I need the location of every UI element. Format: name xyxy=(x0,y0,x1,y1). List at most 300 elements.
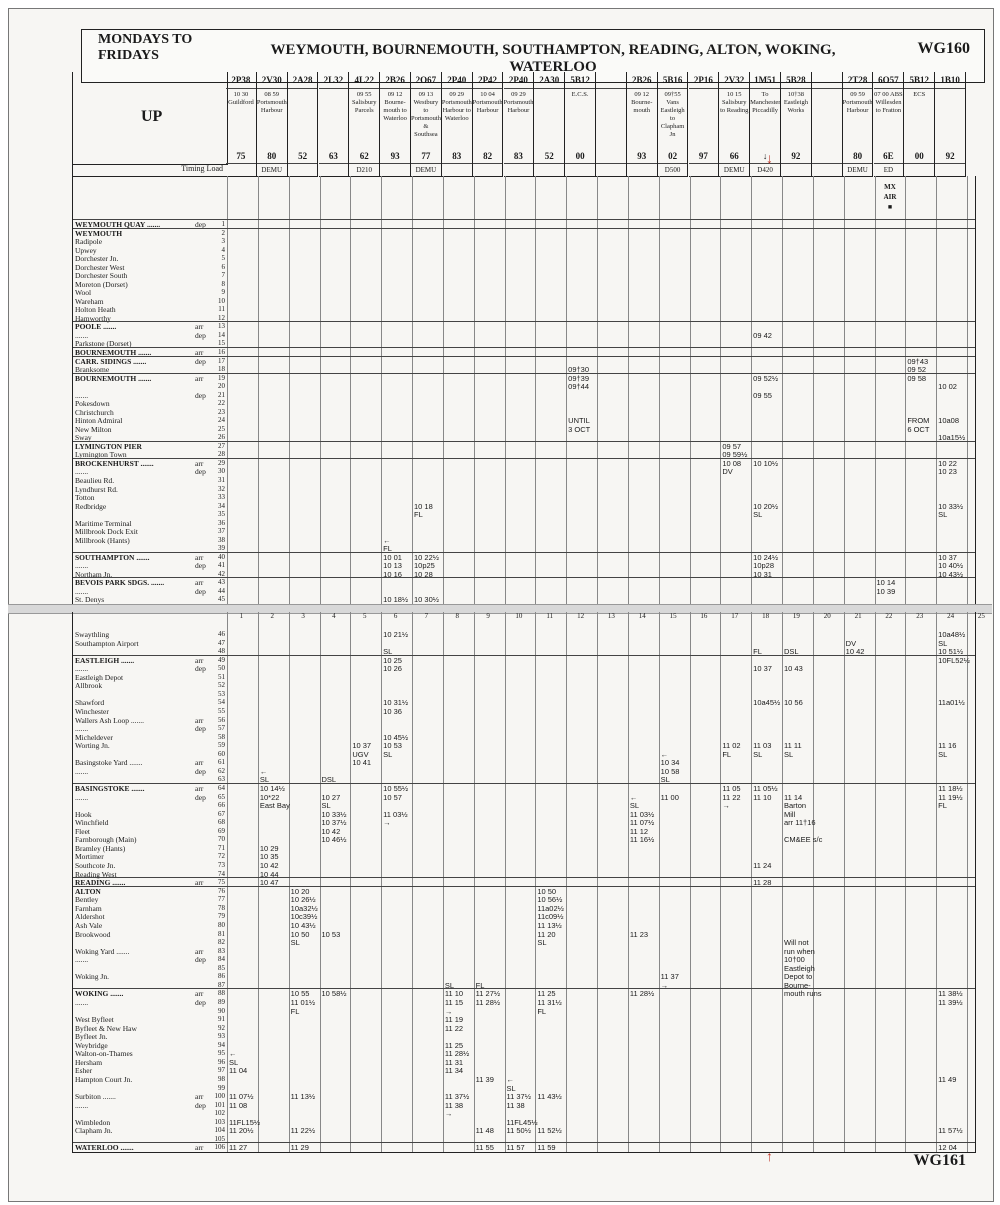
station-name: ....... xyxy=(75,1100,89,1110)
timing-cell: 09 57 xyxy=(722,441,742,451)
column-code: 2B26 xyxy=(627,72,657,89)
timing-cell: 10 20 xyxy=(290,886,310,896)
row-number: 78 xyxy=(218,903,225,912)
timing-cell: 11 22½ xyxy=(290,1126,316,1136)
column-load xyxy=(534,164,564,176)
timing-cell: 11 01½ xyxy=(290,997,316,1007)
timing-cell: SL xyxy=(383,647,393,657)
timing-cell: 11 57½ xyxy=(938,1126,963,1136)
column-num: 92 xyxy=(935,149,965,164)
timing-cell: 10 16 xyxy=(383,569,402,579)
station-name: ....... xyxy=(75,724,89,734)
timing-cell: 10 33½ xyxy=(938,501,964,511)
timing-cell: 10 55 xyxy=(290,989,310,999)
timing-cell: 10 08 xyxy=(722,458,742,468)
timing-cell: SL xyxy=(506,1083,516,1093)
timing-cell: → xyxy=(722,801,730,811)
row-number: 59 xyxy=(218,741,225,750)
station-name: BASINGSTOKE ....... xyxy=(75,784,145,794)
train-column-header xyxy=(658,72,689,177)
timing-cell: SL xyxy=(938,638,948,648)
station-name: Parkstone (Dorset) xyxy=(75,339,132,349)
timing-cell: 10 26 xyxy=(383,664,402,674)
timing-cell: 10 43½ xyxy=(938,569,964,579)
column-divider xyxy=(905,176,906,604)
timing-cell: 11 25 xyxy=(537,989,556,999)
timing-cell: 11 08 xyxy=(229,1100,248,1110)
column-desc: ECS xyxy=(913,91,926,98)
row-number: 46 xyxy=(218,630,225,638)
row-number: 24 xyxy=(218,416,225,425)
timing-cell: → xyxy=(444,1109,453,1119)
column-number: 13 xyxy=(607,612,615,620)
timing-cell: FL xyxy=(537,1006,547,1016)
station-name: Sway xyxy=(75,433,92,443)
timing-cell: 11 22 xyxy=(444,1023,464,1033)
row-number: 18 xyxy=(218,365,225,374)
station-name: LYMINGTON PIER xyxy=(75,441,142,451)
row-number: 104 xyxy=(214,1126,225,1135)
column-load: DEMU xyxy=(847,166,868,174)
timing-cell: 11FL45½ xyxy=(506,1117,538,1127)
row-number: 67 xyxy=(218,809,225,818)
arr-dep-marker: dep xyxy=(195,356,206,366)
timing-cell: 11 43½ xyxy=(537,1092,562,1102)
timing-cell: 10 57 xyxy=(383,792,402,802)
station-name: Hinton Admiral xyxy=(75,416,123,426)
column-num: 75 xyxy=(226,149,256,164)
row-number: 23 xyxy=(218,407,225,416)
column-numbers xyxy=(226,612,985,624)
row-number: 8 xyxy=(221,279,225,288)
timing-cell: 10c39½ xyxy=(290,912,318,922)
train-columns-header xyxy=(226,72,966,176)
row-number: 100 xyxy=(214,1092,225,1101)
column-num: 80 xyxy=(257,149,287,164)
timing-cell: 11 37½ xyxy=(506,1092,531,1102)
column-divider xyxy=(320,176,321,604)
row-number: 28 xyxy=(218,450,225,459)
column-num: 6E xyxy=(874,149,904,164)
timing-cell: mouth runs xyxy=(784,989,822,999)
timing-cell: 10 18½ xyxy=(383,595,409,605)
station-name: Wareham xyxy=(75,296,104,306)
row-separator xyxy=(73,783,975,784)
timing-cell: 10 37½ xyxy=(321,818,347,828)
row-number: 16 xyxy=(218,348,225,356)
timing-cell: 10 42 xyxy=(845,647,865,657)
timing-cell: 11 03 xyxy=(753,741,772,751)
column-code: 5B12 xyxy=(904,72,934,89)
row-number: 68 xyxy=(218,818,225,827)
column-load xyxy=(442,164,472,176)
station-name: St. Denys xyxy=(75,595,105,605)
column-divider xyxy=(381,176,382,604)
column-divider xyxy=(474,176,475,604)
station-name: Southampton Airport xyxy=(75,638,139,648)
station-name: Swaythling xyxy=(75,630,110,639)
timing-cell: 10 58 xyxy=(660,766,680,776)
train-column-header xyxy=(904,72,935,177)
column-num: 00 xyxy=(565,149,595,164)
row-number: 50 xyxy=(218,664,225,673)
row-number: 37 xyxy=(218,527,225,536)
timing-cell: Will not xyxy=(784,938,809,948)
row-number: 70 xyxy=(218,835,225,844)
timing-cell: Bourne- xyxy=(784,980,811,990)
column-code: 2T28 xyxy=(843,72,873,89)
timing-cell: 11 52½ xyxy=(537,1126,562,1136)
station-name: Southcote Jn. xyxy=(75,861,116,871)
column-divider xyxy=(936,612,937,1152)
timing-cell: 11 07½ xyxy=(629,818,655,828)
timing-cell: 11 00 xyxy=(660,792,679,802)
timing-cell: 10 14 xyxy=(876,578,896,588)
column-load xyxy=(504,164,534,176)
row-number: 80 xyxy=(218,920,225,929)
timing-cell: DSL xyxy=(321,775,337,785)
timing-cell: 10 53 xyxy=(383,741,402,751)
column-desc: 09 55 Salisbury Parcels xyxy=(351,91,377,114)
timing-cell: 11FL15½ xyxy=(229,1117,261,1127)
timing-cell: 11 16 xyxy=(938,741,957,751)
timing-cell: 11 13½ xyxy=(537,920,562,930)
row-number: 75 xyxy=(218,878,225,887)
timing-cell: 10 30½ xyxy=(414,595,440,605)
station-name: EASTLEIGH ....... xyxy=(75,655,135,665)
station-name: Moreton (Dorset) xyxy=(75,279,128,289)
row-number: 57 xyxy=(218,724,225,733)
station-name: Millbrook Dock Exit xyxy=(75,527,138,537)
column-divider xyxy=(720,612,721,1152)
station-name: BOURNEMOUTH ....... xyxy=(75,373,152,383)
row-number: 29 xyxy=(218,458,225,467)
row-number: 64 xyxy=(218,784,225,793)
station-name: ....... xyxy=(75,330,89,340)
column-divider xyxy=(844,612,845,1152)
timing-cell: 11 20 xyxy=(537,929,556,939)
column-divider xyxy=(505,176,506,604)
row-number: 96 xyxy=(218,1057,225,1066)
station-name: Byfleet & New Haw xyxy=(75,1023,137,1033)
timing-cell: SL xyxy=(784,749,794,759)
column-number: 6 xyxy=(393,612,398,620)
timing-cell: 10p25 xyxy=(414,561,435,571)
column-divider xyxy=(412,612,413,1152)
timing-cell: 11 37 xyxy=(660,972,679,982)
timing-cell: 11 31½ xyxy=(537,997,562,1007)
arr-dep-marker: dep xyxy=(195,664,206,674)
column-divider xyxy=(936,176,937,604)
mx-label: MX xyxy=(884,183,896,191)
row-number: 63 xyxy=(218,775,225,784)
row-number: 17 xyxy=(218,356,225,365)
row-separator xyxy=(73,347,975,348)
column-divider xyxy=(628,612,629,1152)
timing-cell: SL xyxy=(444,980,455,990)
timing-cell: 09†39 xyxy=(568,373,590,383)
station-name: Maritime Terminal xyxy=(75,518,132,528)
column-load: D420 xyxy=(757,166,773,174)
row-number: 94 xyxy=(218,1040,225,1049)
column-load xyxy=(596,164,626,176)
station-name: Hamworthy xyxy=(75,313,111,323)
column-load xyxy=(380,164,410,176)
row-separator xyxy=(73,988,975,989)
timing-cell: SL xyxy=(938,749,948,759)
timing-cell: 11 39½ xyxy=(938,997,963,1007)
timing-cell: 09 42 xyxy=(753,330,772,340)
timing-cell: 10 56½ xyxy=(537,895,563,905)
column-num: 93 xyxy=(627,149,657,164)
column-num: 00 xyxy=(904,149,934,164)
timing-cell: 10 34 xyxy=(660,758,680,768)
station-name: Wool xyxy=(75,288,92,298)
arr-dep-marker: arr xyxy=(195,715,204,725)
timing-cell: 10 37 xyxy=(938,552,957,562)
timing-cell: 11 02 xyxy=(722,741,741,751)
column-code xyxy=(596,72,626,89)
station-name: Dorchester West xyxy=(75,262,125,272)
row-number: 66 xyxy=(218,801,225,810)
arr-dep-marker: arr xyxy=(195,348,204,357)
train-column-header xyxy=(627,72,658,177)
timing-cell: SL xyxy=(660,775,670,785)
column-number: 5 xyxy=(362,612,367,620)
arr-dep-marker: arr xyxy=(195,989,204,999)
route-title: WEYMOUTH, BOURNEMOUTH, SOUTHAMPTON, READING, ALTON, WOKING, WATERLOO xyxy=(270,42,836,75)
row-number: 62 xyxy=(218,766,225,775)
timing-cell: 11 19½ xyxy=(938,792,963,802)
column-number: 1 xyxy=(239,612,244,620)
timing-cell: 11 15 xyxy=(444,997,464,1007)
timing-cell: 11 27 xyxy=(229,1143,248,1153)
row-separator xyxy=(73,577,975,578)
column-code: 2A30 xyxy=(534,72,564,89)
timing-cell: FL xyxy=(290,1006,300,1016)
column-desc: 09†55 Vans Eastleigh to Clapham Jn xyxy=(660,91,685,138)
row-separator xyxy=(73,441,975,442)
column-divider xyxy=(381,612,382,1152)
timing-cell: 11 34 xyxy=(444,1066,464,1076)
train-column-header xyxy=(935,72,966,177)
timing-cell: 11 22 xyxy=(722,792,741,802)
train-column-header xyxy=(565,72,596,177)
station-name: Basingstoke Yard ....... xyxy=(75,758,143,768)
timing-cell: 10p28 xyxy=(753,561,775,571)
row-separator xyxy=(73,552,975,553)
column-divider xyxy=(628,176,629,604)
timing-cell: 10 43½ xyxy=(290,920,316,930)
column-desc xyxy=(812,89,842,149)
column-divider xyxy=(875,612,876,1152)
column-code: 2P42 xyxy=(473,72,503,89)
column-number: 21 xyxy=(854,612,862,620)
station-name: Worting Jn. xyxy=(75,741,110,751)
column-number: 18 xyxy=(762,612,770,620)
column-divider xyxy=(443,176,444,604)
column-divider xyxy=(258,612,259,1152)
row-number: 81 xyxy=(218,929,225,938)
timing-cell: 10 45½ xyxy=(383,732,409,742)
days-label: MONDAYS TO FRIDAYS xyxy=(98,32,193,63)
column-code: 5B12 xyxy=(565,72,595,89)
timing-cell: 11 55 xyxy=(475,1143,494,1153)
row-number: 48 xyxy=(218,647,225,656)
timing-cell: → xyxy=(660,980,669,990)
column-divider xyxy=(751,612,752,1152)
timing-cell: 10 56 xyxy=(784,698,803,708)
station-name: CARR. SIDINGS ....... xyxy=(75,356,147,366)
station-name: Northam Jn. xyxy=(75,569,113,579)
timing-cell: 10 46½ xyxy=(321,835,347,845)
timing-cell: ← xyxy=(259,766,268,776)
timing-cell: → xyxy=(444,1006,453,1016)
row-number: 36 xyxy=(218,518,225,527)
row-number: 88 xyxy=(218,989,225,998)
column-desc: 09 13 Westbury to Portsmouth & Southsea xyxy=(411,91,441,138)
timing-cell: SL xyxy=(629,801,640,811)
timing-cell: 09 52 xyxy=(907,365,927,375)
arr-dep-marker: arr xyxy=(195,322,204,332)
column-divider xyxy=(813,612,814,1152)
row-separator xyxy=(73,886,975,887)
station-name: WEYMOUTH QUAY ....... xyxy=(75,220,161,229)
column-divider xyxy=(566,176,567,604)
row-number: 52 xyxy=(218,681,225,690)
timing-cell: 10 36 xyxy=(383,707,402,717)
column-number: 15 xyxy=(669,612,677,620)
arr-dep-marker: arr xyxy=(195,552,204,562)
column-load xyxy=(288,164,318,176)
arr-dep-marker: arr xyxy=(195,784,204,794)
timing-cell: 09 55 xyxy=(753,390,772,400)
timing-cell: Eastleigh xyxy=(784,963,815,973)
column-divider xyxy=(844,176,845,604)
station-name: Millbrook (Hants) xyxy=(75,535,130,545)
train-column-header xyxy=(781,72,812,177)
train-column-header xyxy=(473,72,504,177)
arr-dep-marker: dep xyxy=(195,467,206,477)
timing-cell: 10 47 xyxy=(259,878,279,888)
row-number: 83 xyxy=(218,946,225,955)
timing-cell: 11 27½ xyxy=(475,989,501,999)
row-separator xyxy=(73,458,975,459)
column-divider xyxy=(967,176,968,604)
column-number: 10 xyxy=(515,612,523,620)
column-code: 2A28 xyxy=(288,72,318,89)
timing-cell: SL xyxy=(290,938,300,948)
timing-cell: ← xyxy=(660,749,669,759)
arr-dep-marker: dep xyxy=(195,997,206,1007)
timing-cell: 10a08 xyxy=(938,416,960,426)
row-number: 31 xyxy=(218,476,225,484)
train-column-header xyxy=(719,72,750,177)
station-name: ALTON xyxy=(75,886,101,896)
timing-cell: 09 52½ xyxy=(753,373,779,383)
timing-cell: 11 13½ xyxy=(290,1092,316,1102)
station-name: Branksome xyxy=(75,365,110,375)
row-number: 42 xyxy=(218,569,225,578)
timing-cell: Mill xyxy=(784,809,796,819)
station-name: New Milton xyxy=(75,424,112,434)
arr-dep-marker: dep xyxy=(195,1100,206,1110)
timing-cell: DV xyxy=(722,467,733,477)
train-column-header xyxy=(288,72,319,177)
row-number: 105 xyxy=(214,1134,225,1143)
timing-cell: 10FL52½ xyxy=(938,655,970,665)
timing-cell: 10 55½ xyxy=(383,784,409,794)
timing-cell: SL xyxy=(938,510,948,520)
timing-cell: 10 25 xyxy=(383,655,402,665)
row-number: 1 xyxy=(221,220,225,228)
arr-dep-marker: dep xyxy=(195,792,206,802)
row-separator xyxy=(73,219,975,220)
timing-cell: 11 38½ xyxy=(938,989,963,999)
column-code: 2P40 xyxy=(504,72,534,89)
station-name: Lyndhurst Rd. xyxy=(75,484,118,494)
timing-cell: 10 44 xyxy=(259,869,279,879)
column-number: 22 xyxy=(885,612,893,620)
station-name: Reading West xyxy=(75,869,117,879)
column-divider xyxy=(690,612,691,1152)
station-name: Mortimer xyxy=(75,852,104,862)
row-number: 6 xyxy=(221,262,225,271)
arr-dep-marker: arr xyxy=(195,578,204,588)
timing-cell: 11 39 xyxy=(475,1074,494,1084)
column-num xyxy=(812,149,842,164)
row-number: 65 xyxy=(218,792,225,801)
arr-dep-marker: arr xyxy=(195,655,204,665)
timing-cell: Barton xyxy=(784,801,807,811)
timing-cell: FL xyxy=(383,544,392,554)
column-num: 80 xyxy=(843,149,873,164)
timing-cell: 10 37 xyxy=(352,741,372,751)
row-number: 20 xyxy=(218,382,225,391)
column-desc xyxy=(689,89,719,149)
timing-load-label: Timing Load xyxy=(181,164,223,173)
timing-cell: 10a32½ xyxy=(290,903,318,913)
timing-cell: 10 42 xyxy=(321,826,341,836)
column-num: 82 xyxy=(473,149,503,164)
station-name: Woking Yard ....... xyxy=(75,946,130,956)
row-number: 35 xyxy=(218,510,225,519)
row-number: 98 xyxy=(218,1074,225,1083)
row-number: 93 xyxy=(218,1032,225,1041)
station-name: Holton Heath xyxy=(75,305,116,315)
row-number: 19 xyxy=(218,373,225,382)
row-number: 53 xyxy=(218,689,225,698)
station-name: Fleet xyxy=(75,826,90,836)
down-arrow-icon: ↓ xyxy=(766,152,773,167)
timing-cell: 10 02 xyxy=(938,382,957,392)
column-desc: 08 59 Portsmouth Harbour xyxy=(256,91,287,114)
row-number: 41 xyxy=(218,561,225,570)
column-load: D210 xyxy=(356,166,373,174)
timing-cell: 11 31 xyxy=(444,1057,464,1067)
row-number: 21 xyxy=(218,390,225,399)
row-number: 69 xyxy=(218,826,225,835)
column-num xyxy=(596,149,626,164)
column-number: 16 xyxy=(700,612,708,620)
timing-cell: 10 53 xyxy=(321,929,341,939)
column-load xyxy=(627,164,657,176)
row-number: 38 xyxy=(218,535,225,544)
arr-dep-marker: dep xyxy=(195,955,206,965)
timing-cell: 11a01½ xyxy=(938,698,965,708)
row-number: 86 xyxy=(218,972,225,981)
station-name: BOURNEMOUTH ....... xyxy=(75,348,152,357)
